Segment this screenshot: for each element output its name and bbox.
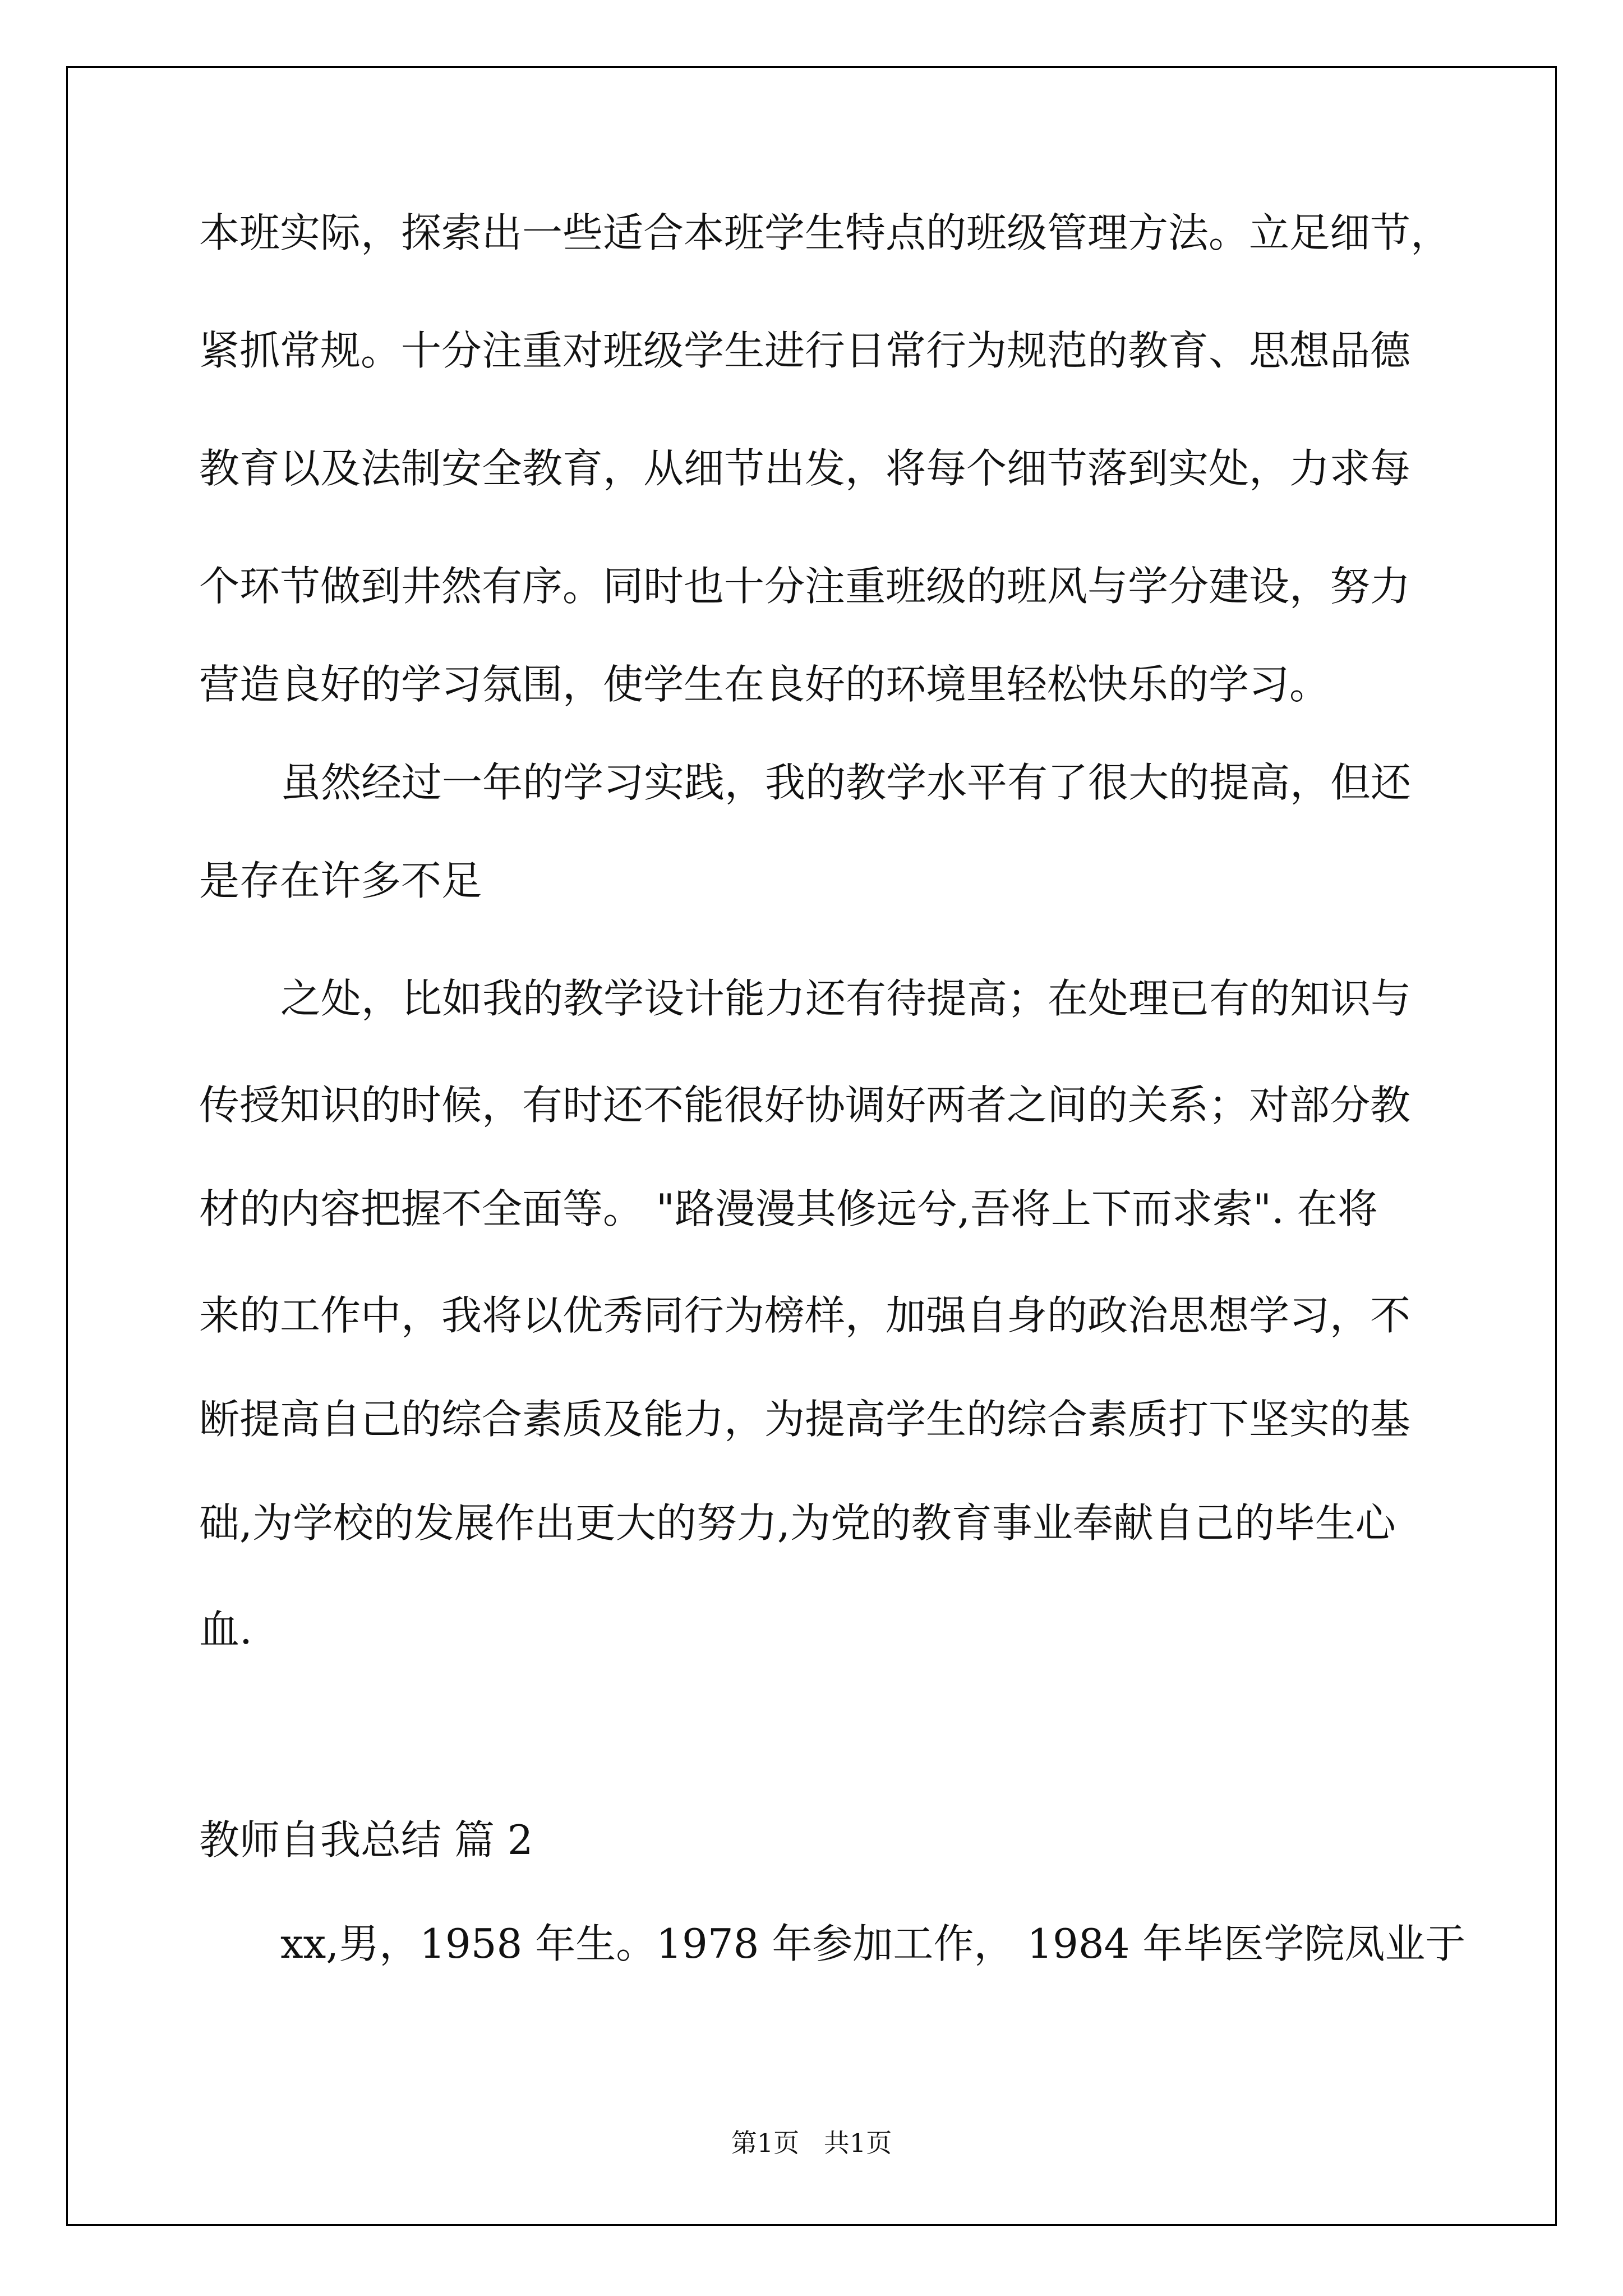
text-line-5: 营造良好的学习氛围，使学生在良好的环境里轻松快乐的学习。 xyxy=(199,661,1330,708)
section-heading: 教师自我总结 篇 2 xyxy=(199,1816,533,1864)
text-line-1: 本班实际，探索出一些适合本班学生特点的班级管理方法。立足细节， xyxy=(199,209,1451,256)
text-line-6: 虽然经过一年的学习实践，我的教学水平有了很大的提高，但还 xyxy=(280,759,1412,806)
text-line-13: 础,为学校的发展作出更大的努力,为党的教育事业奉献自己的毕生心 xyxy=(199,1499,1396,1547)
text-line-12: 断提高自己的综合素质及能力，为提高学生的综合素质打下坚实的基 xyxy=(199,1396,1411,1443)
text-line-3: 教育以及法制安全教育，从细节出发，将每个细节落到实处，力求每 xyxy=(199,445,1411,492)
text-line-16: xx,男，1958 年生。1978 年参加工作， 1984 年毕医学院凤业于 xyxy=(280,1920,1466,1967)
text-line-8: 之处，比如我的教学设计能力还有待提高；在处理已有的知识与 xyxy=(280,975,1412,1022)
text-line-10: 材的内容把握不全面等。 "路漫漫其修远兮,吾将上下而求索". 在将 xyxy=(199,1185,1378,1232)
text-line-14: 血. xyxy=(199,1606,252,1653)
page-footer: 第1页 共1页 xyxy=(731,2128,892,2158)
text-line-2: 紧抓常规。十分注重对班级学生进行日常行为规范的教育、思想品德 xyxy=(199,327,1411,374)
page-border xyxy=(66,66,1557,2226)
text-line-11: 来的工作中，我将以优秀同行为榜样，加强自身的政治思想学习，不 xyxy=(199,1292,1411,1339)
text-line-9: 传授知识的时候，有时还不能很好协调好两者之间的关系；对部分教 xyxy=(199,1082,1411,1129)
text-line-4: 个环节做到井然有序。同时也十分注重班级的班风与学分建设，努力 xyxy=(199,563,1411,610)
text-line-7: 是存在许多不足 xyxy=(199,857,482,904)
